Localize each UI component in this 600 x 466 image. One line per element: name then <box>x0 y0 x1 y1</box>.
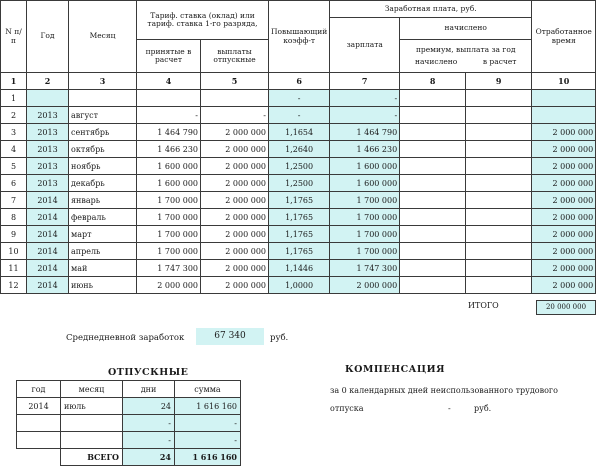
cell-year: 2013 <box>27 107 69 124</box>
cell-n: 6 <box>1 175 27 192</box>
cell-b1 <box>400 277 466 294</box>
vacation-cell-year <box>17 415 61 432</box>
cell-b2 <box>466 209 532 226</box>
cell-year: 2014 <box>27 277 69 294</box>
vacation-header: год <box>17 381 61 398</box>
cell-n: 2 <box>1 107 27 124</box>
cell-coef: 1,1765 <box>269 243 330 260</box>
cell-w: 2 000 000 <box>532 243 596 260</box>
vacation-cell-days: 24 <box>123 398 175 415</box>
col-number: 8 <box>400 73 466 90</box>
cell-w: 2 000 000 <box>532 209 596 226</box>
cell-t2: 2 000 000 <box>201 124 269 141</box>
cell-w: 2 000 000 <box>532 192 596 209</box>
avg-earnings-label: Среднедневной заработок <box>66 333 185 343</box>
cell-w: 2 000 000 <box>532 124 596 141</box>
compensation-title: КОМПЕНСАЦИЯ <box>345 364 445 375</box>
header-num: N п/п <box>1 1 27 73</box>
cell-t2: - <box>201 107 269 124</box>
vacation-cell-sum: - <box>175 432 241 449</box>
cell-t2: 2 000 000 <box>201 243 269 260</box>
header-coef: Повышающий коэфф-т <box>269 1 330 73</box>
cell-year: 2014 <box>27 260 69 277</box>
cell-coef: - <box>269 90 330 107</box>
cell-w: 2 000 000 <box>532 277 596 294</box>
cell-b2 <box>466 141 532 158</box>
earnings-rows <box>1 90 596 294</box>
cell-sal: 1 464 790 <box>330 124 400 141</box>
vacation-cell-sum: - <box>175 415 241 432</box>
cell-w: 2 000 000 <box>532 158 596 175</box>
cell-t1 <box>137 90 201 107</box>
cell-b1 <box>400 192 466 209</box>
vacation-row <box>17 415 241 432</box>
cell-month: август <box>69 107 137 124</box>
cell-b1 <box>400 243 466 260</box>
cell-b2 <box>466 175 532 192</box>
table-row <box>1 192 596 209</box>
col-number: 7 <box>330 73 400 90</box>
header-accrued: начислено <box>400 18 532 40</box>
cell-coef: 1,1446 <box>269 260 330 277</box>
cell-sal: - <box>330 90 400 107</box>
cell-t1: 1 700 000 <box>137 226 201 243</box>
cell-month: июнь <box>69 277 137 294</box>
table-row <box>1 90 596 107</box>
cell-n: 7 <box>1 192 27 209</box>
cell-n: 1 <box>1 90 27 107</box>
table-row <box>1 277 596 294</box>
table-row <box>1 107 596 124</box>
cell-sal: - <box>330 107 400 124</box>
cell-year: 2013 <box>27 124 69 141</box>
cell-month: февраль <box>69 209 137 226</box>
header-bonus-title: премиум, выплата за год <box>415 44 516 54</box>
header-earnings: Заработная плата, руб. <box>330 1 532 18</box>
cell-t1: 1 464 790 <box>137 124 201 141</box>
col-number: 10 <box>532 73 596 90</box>
cell-t1: 1 600 000 <box>137 158 201 175</box>
cell-t1: - <box>137 107 201 124</box>
cell-sal: 1 700 000 <box>330 226 400 243</box>
cell-t2: 2 000 000 <box>201 192 269 209</box>
cell-t1: 1 700 000 <box>137 192 201 209</box>
cell-t2: 2 000 000 <box>201 141 269 158</box>
vacation-cell-month <box>61 432 123 449</box>
cell-month: апрель <box>69 243 137 260</box>
vacation-header: месяц <box>61 381 123 398</box>
header-tariff-accepted: принятые в расчет <box>137 40 201 73</box>
cell-n: 9 <box>1 226 27 243</box>
cell-t2: 2 000 000 <box>201 158 269 175</box>
cell-t1: 1 466 230 <box>137 141 201 158</box>
cell-coef: 1,1765 <box>269 226 330 243</box>
avg-earnings-value: 67 340 <box>196 328 264 345</box>
table-row <box>1 175 596 192</box>
header-bonus-calc: в расчет <box>482 57 517 66</box>
col-number: 3 <box>69 73 137 90</box>
cell-coef: - <box>269 107 330 124</box>
cell-b2 <box>466 107 532 124</box>
cell-b1 <box>400 124 466 141</box>
vacation-cell-days: - <box>123 415 175 432</box>
cell-b2 <box>466 277 532 294</box>
cell-t2: 2 000 000 <box>201 260 269 277</box>
col-number: 2 <box>27 73 69 90</box>
cell-month: март <box>69 226 137 243</box>
vacation-cell-sum: 1 616 160 <box>175 398 241 415</box>
header-salary: зарплата <box>330 18 400 73</box>
cell-n: 12 <box>1 277 27 294</box>
col-number: 6 <box>269 73 330 90</box>
header-tariff: Тариф. ставка (оклад) или тариф. ставка 1-го разряда, <box>137 1 269 40</box>
col-number: 9 <box>466 73 532 90</box>
cell-month: май <box>69 260 137 277</box>
cell-b1 <box>400 107 466 124</box>
cell-b2 <box>466 158 532 175</box>
cell-month: ноябрь <box>69 158 137 175</box>
cell-b2 <box>466 192 532 209</box>
header-month: Месяц <box>69 1 137 73</box>
cell-coef: 1,2500 <box>269 158 330 175</box>
cell-w: 2 000 000 <box>532 141 596 158</box>
header-bonus-accrued: начислено <box>414 57 458 66</box>
cell-w: 2 000 000 <box>532 260 596 277</box>
table-row <box>1 209 596 226</box>
cell-w <box>532 107 596 124</box>
cell-sal: 1 466 230 <box>330 141 400 158</box>
table-row <box>1 124 596 141</box>
cell-coef: 1,2500 <box>269 175 330 192</box>
cell-month: январь <box>69 192 137 209</box>
cell-w: 2 000 000 <box>532 175 596 192</box>
vacation-total-label: ВСЕГО <box>61 449 123 466</box>
cell-n: 10 <box>1 243 27 260</box>
cell-t1: 1 600 000 <box>137 175 201 192</box>
compensation-value: - <box>448 404 451 413</box>
vacation-total-days: 24 <box>123 449 175 466</box>
cell-coef: 1,2640 <box>269 141 330 158</box>
cell-n: 8 <box>1 209 27 226</box>
total-label: ИТОГО <box>468 301 499 310</box>
vacation-cell-month <box>61 415 123 432</box>
cell-t2: 2 000 000 <box>201 226 269 243</box>
cell-n: 5 <box>1 158 27 175</box>
vacation-total-spacer <box>17 449 61 466</box>
table-row <box>1 260 596 277</box>
vacation-total-sum: 1 616 160 <box>175 449 241 466</box>
vacation-cell-month: июль <box>61 398 123 415</box>
cell-sal: 1 600 000 <box>330 158 400 175</box>
cell-year: 2013 <box>27 158 69 175</box>
cell-t1: 2 000 000 <box>137 277 201 294</box>
cell-b2 <box>466 226 532 243</box>
cell-b1 <box>400 209 466 226</box>
cell-t1: 1 700 000 <box>137 209 201 226</box>
header-year: Год <box>27 1 69 73</box>
cell-w: 2 000 000 <box>532 226 596 243</box>
compensation-line1: за 0 календарных дней неиспользованного трудового <box>330 386 558 395</box>
cell-sal: 1 700 000 <box>330 243 400 260</box>
cell-t2: 2 000 000 <box>201 277 269 294</box>
cell-coef: 1,1765 <box>269 209 330 226</box>
cell-year: 2014 <box>27 192 69 209</box>
cell-t2: 2 000 000 <box>201 209 269 226</box>
cell-t1: 1 747 300 <box>137 260 201 277</box>
total-value: 20 000 000 <box>536 300 596 315</box>
cell-t1: 1 700 000 <box>137 243 201 260</box>
compensation-unit: руб. <box>474 404 492 413</box>
vacation-row <box>17 432 241 449</box>
vacation-table <box>16 380 241 466</box>
header-worked: Отработанное время <box>532 1 596 73</box>
vacation-title: ОТПУСКНЫЕ <box>108 367 189 378</box>
cell-year: 2013 <box>27 141 69 158</box>
vacation-header: дни <box>123 381 175 398</box>
cell-n: 3 <box>1 124 27 141</box>
cell-coef: 1,1765 <box>269 192 330 209</box>
header-tariff-excluded: выплаты отпускные <box>201 40 269 73</box>
cell-sal: 1 700 000 <box>330 209 400 226</box>
cell-b2 <box>466 260 532 277</box>
table-row <box>1 158 596 175</box>
cell-w <box>532 90 596 107</box>
cell-b2 <box>466 243 532 260</box>
table-row <box>1 141 596 158</box>
compensation-line2: отпуска <box>330 404 364 413</box>
cell-n: 11 <box>1 260 27 277</box>
vacation-cell-year <box>17 432 61 449</box>
cell-b1 <box>400 141 466 158</box>
vacation-cell-year: 2014 <box>17 398 61 415</box>
cell-year: 2014 <box>27 243 69 260</box>
cell-coef: 1,0000 <box>269 277 330 294</box>
cell-year <box>27 90 69 107</box>
cell-year: 2014 <box>27 226 69 243</box>
table-row <box>1 226 596 243</box>
cell-month <box>69 90 137 107</box>
col-number: 4 <box>137 73 201 90</box>
cell-n: 4 <box>1 141 27 158</box>
cell-b2 <box>466 90 532 107</box>
header-bonus <box>400 40 532 73</box>
cell-sal: 2 000 000 <box>330 277 400 294</box>
cell-b1 <box>400 90 466 107</box>
cell-t2: 2 000 000 <box>201 175 269 192</box>
col-number: 1 <box>1 73 27 90</box>
cell-month: декабрь <box>69 175 137 192</box>
table-row <box>1 243 596 260</box>
cell-coef: 1,1654 <box>269 124 330 141</box>
cell-b1 <box>400 158 466 175</box>
cell-sal: 1 700 000 <box>330 192 400 209</box>
vacation-row <box>17 398 241 415</box>
cell-sal: 1 747 300 <box>330 260 400 277</box>
cell-year: 2014 <box>27 209 69 226</box>
cell-b1 <box>400 260 466 277</box>
cell-sal: 1 600 000 <box>330 175 400 192</box>
cell-b2 <box>466 124 532 141</box>
avg-earnings-unit: руб. <box>270 333 289 343</box>
cell-b1 <box>400 226 466 243</box>
col-number: 5 <box>201 73 269 90</box>
cell-t2 <box>201 90 269 107</box>
cell-year: 2013 <box>27 175 69 192</box>
cell-month: октябрь <box>69 141 137 158</box>
vacation-cell-days: - <box>123 432 175 449</box>
vacation-header: сумма <box>175 381 241 398</box>
cell-b1 <box>400 175 466 192</box>
column-numbers-row <box>1 73 596 90</box>
vacation-rows <box>17 398 241 449</box>
cell-month: сентябрь <box>69 124 137 141</box>
